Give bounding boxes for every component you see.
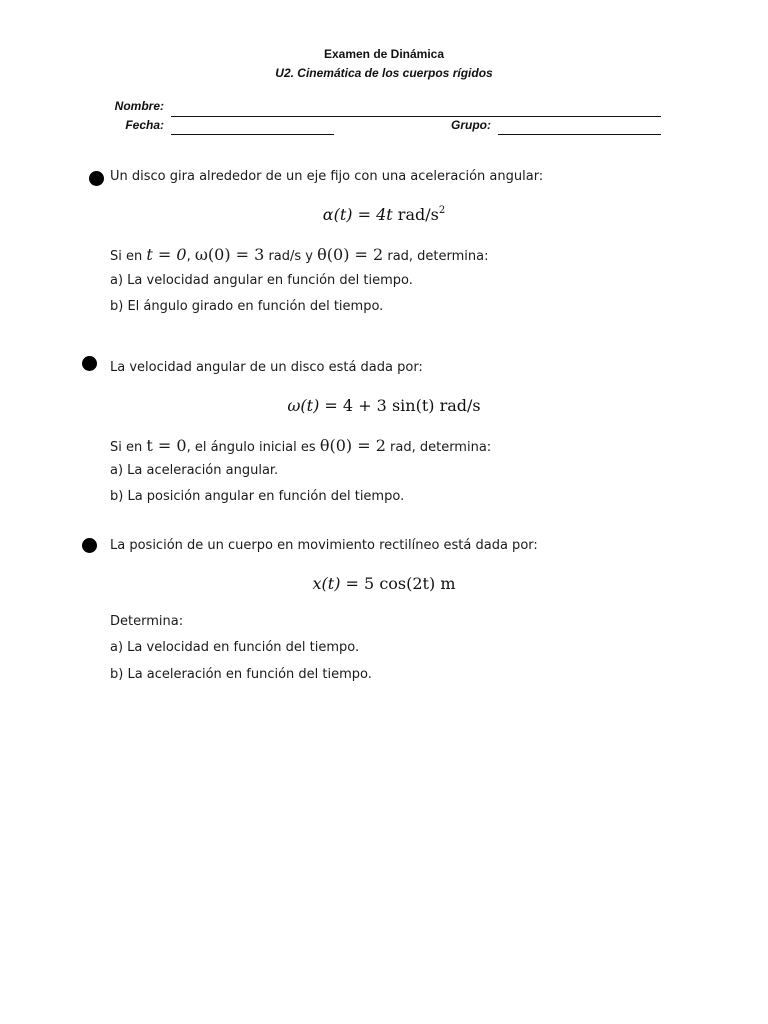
question-3-part-a: a) La velocidad en función del tiempo.: [110, 640, 360, 655]
given-pre: Si en: [110, 440, 143, 455]
formula-rhs: 5 cos(2t): [364, 574, 436, 593]
question-1-part-b: b) El ángulo girado en función del tiempo.: [110, 299, 384, 314]
date-label: Fecha:: [125, 118, 164, 132]
formula-unit: rad/s: [397, 205, 439, 224]
question-1-part-a: a) La velocidad angular en función del tiempo.: [110, 273, 413, 288]
question-2-intro: La velocidad angular de un disco está dada por:: [110, 360, 423, 375]
group-field[interactable]: [498, 134, 661, 135]
given-post: rad, determina:: [387, 249, 489, 264]
name-label: Nombre:: [114, 99, 164, 113]
question-2-formula: [0, 396, 768, 415]
formula-unit: rad/s: [439, 396, 481, 415]
given-pre: Si en: [110, 249, 143, 264]
question-1-bullet: [89, 171, 104, 186]
formula-eq: =: [324, 396, 338, 415]
date-field[interactable]: [171, 134, 334, 135]
given-mid: rad/s y: [268, 249, 313, 264]
question-3-formula: [0, 574, 768, 593]
question-3-intro: La posición de un cuerpo en movimiento rectilíneo está dada por:: [110, 538, 538, 553]
given-math-theta: θ(0) = 2: [319, 436, 386, 455]
question-1-formula: [0, 205, 768, 224]
group-label: Grupo:: [451, 118, 491, 132]
question-1-intro: Un disco gira alrededor de un eje fijo con una aceleración angular:: [110, 169, 544, 184]
question-3-lead: Determina:: [110, 614, 184, 629]
formula-exponent: 2: [438, 205, 446, 216]
formula-lhs: ω(t): [287, 396, 320, 415]
formula-eq: =: [345, 574, 359, 593]
formula-eq: =: [357, 205, 371, 224]
formula-lhs: x(t): [312, 574, 341, 593]
given-math-theta: θ(0) = 2: [317, 245, 384, 264]
formula-rhs: 4t: [376, 205, 393, 224]
exam-title: Examen de Dinámica: [323, 47, 445, 61]
given-post: rad, determina:: [390, 440, 492, 455]
exam-subtitle: U2. Cinemática de los cuerpos rígidos: [275, 66, 493, 80]
name-field[interactable]: [171, 116, 661, 117]
question-2-part-b: b) La posición angular en función del tiempo.: [110, 489, 405, 504]
question-2-bullet: [82, 356, 97, 371]
given-math-omega: ω(0) = 3: [194, 245, 265, 264]
question-3-bullet: [82, 538, 97, 553]
given-mid: , el ángulo inicial es: [186, 440, 316, 455]
question-3-part-b: b) La aceleración en función del tiempo.: [110, 667, 372, 682]
question-2-part-a: a) La aceleración angular.: [110, 463, 279, 478]
given-sep: ,: [186, 249, 191, 264]
question-2-given: [110, 436, 491, 455]
formula-lhs: α(t): [322, 205, 353, 224]
given-math-t: [146, 245, 186, 264]
given-math-t-text: t = 0: [146, 245, 187, 264]
given-math-t: t = 0: [146, 436, 187, 455]
question-1-given: [110, 245, 489, 264]
formula-unit: m: [440, 574, 456, 593]
formula-rhs: 4 + 3 sin(t): [342, 396, 435, 415]
